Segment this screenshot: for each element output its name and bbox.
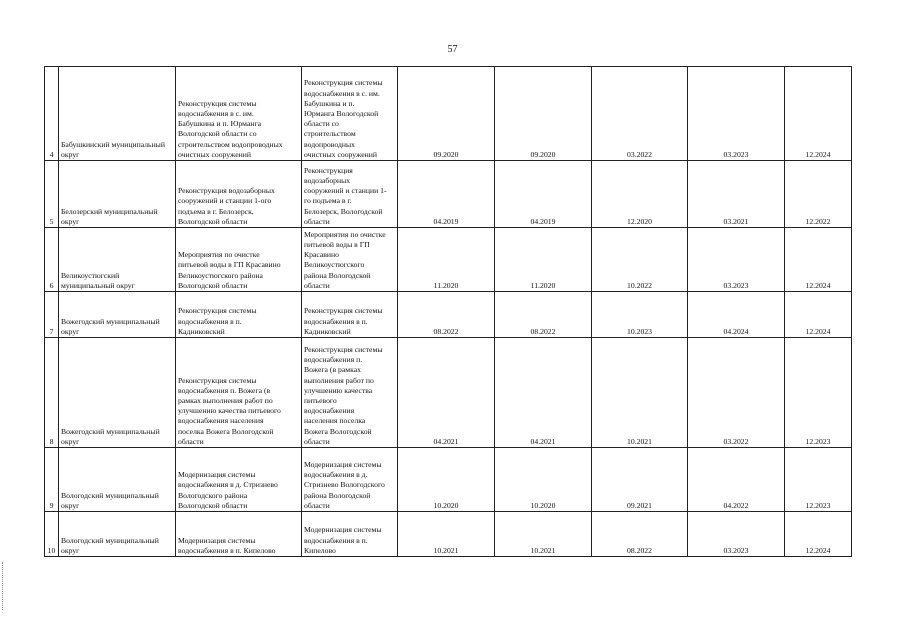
date-cell	[785, 161, 852, 228]
schedule-table	[44, 66, 852, 557]
date-cell-text: 10.2020	[530, 500, 556, 510]
event-cell-text: Модернизация системы водоснабжения в д. Стризнево Вологодского района Вологодской области	[178, 470, 278, 510]
date-cell-text: 03.2023	[723, 545, 749, 555]
event-cell-text: Мероприятия по очистке питьевой воды в ГП Красавино Великоустюгского района Вологодской области	[178, 250, 281, 290]
row-number-cell-text: 7	[49, 326, 54, 336]
row-number-cell-text: 6	[49, 280, 54, 290]
date-cell-text: 10.2021	[627, 436, 652, 446]
date-cell	[785, 448, 852, 512]
date-cell-text: 12.2024	[805, 280, 831, 290]
date-cell-text: 12.2022	[805, 216, 831, 226]
date-cell-text: 11.2020	[530, 280, 556, 290]
date-cell	[592, 228, 688, 292]
object-cell-text: Реконструкция системы водоснабжения в п. Кадниковский	[304, 306, 383, 336]
date-cell-text: 12.2023	[805, 436, 831, 446]
date-cell-text: 09.2021	[627, 500, 652, 510]
table-row	[45, 448, 852, 512]
date-cell	[592, 338, 688, 448]
date-cell-text: 10.2023	[627, 326, 652, 336]
date-cell	[495, 67, 592, 161]
date-cell	[398, 292, 495, 338]
date-cell-text: 09.2020	[433, 149, 459, 159]
date-cell-text: 08.2022	[627, 545, 652, 555]
district-cell	[59, 338, 176, 448]
date-cell	[785, 228, 852, 292]
table-row	[45, 292, 852, 338]
district-cell-text: Вологодский муниципальный округ	[61, 535, 159, 555]
date-cell-text: 10.2021	[433, 545, 459, 555]
row-number-cell-text: 10	[47, 545, 56, 555]
date-cell	[592, 292, 688, 338]
date-cell-text: 08.2022	[433, 326, 459, 336]
date-cell-text: 04.2021	[433, 436, 459, 446]
date-cell	[398, 512, 495, 557]
date-cell	[785, 338, 852, 448]
date-cell	[398, 67, 495, 161]
district-cell	[59, 448, 176, 512]
event-cell-text: Модернизация системы водоснабжения в п. Кипелово	[178, 535, 276, 555]
district-cell-text: Вожегодский муниципальный округ	[61, 316, 160, 336]
object-cell-text: Модернизация системы водоснабжения в д. Стризнево Вологодского района Вологодской области	[304, 459, 385, 510]
object-cell-text: Реконструкция системы водоснабжения п. Вожега (в рамках выполнения работ по улучшению качества питьевого водоснабжения населения поселка Вожега Вологодской области	[304, 344, 383, 446]
object-cell-text: Модернизация системы водоснабжения в п. Кипелово	[304, 525, 382, 555]
date-cell-text: 03.2022	[723, 436, 749, 446]
date-cell-text: 03.2021	[723, 216, 749, 226]
district-cell-text: Бабушкинский муниципальный округ	[61, 139, 165, 159]
table-row	[45, 338, 852, 448]
date-cell	[398, 228, 495, 292]
object-cell	[302, 448, 398, 512]
date-cell	[398, 161, 495, 228]
date-cell-text: 04.2019	[530, 216, 556, 226]
date-cell	[592, 512, 688, 557]
date-cell	[688, 228, 785, 292]
date-cell	[495, 338, 592, 448]
event-cell	[176, 512, 302, 557]
row-number-cell	[45, 512, 59, 557]
row-number-cell	[45, 338, 59, 448]
object-cell	[302, 292, 398, 338]
margin-mark	[2, 562, 6, 610]
district-cell-text: Вологодский муниципальный округ	[61, 490, 159, 510]
date-cell	[592, 161, 688, 228]
object-cell-text: Реконструкция системы водоснабжения в с. им. Бабушкина и п. Юрманга Вологодской области со строительством водопроводных очистных сооружений	[304, 78, 383, 159]
date-cell-text: 03.2022	[627, 149, 652, 159]
event-cell	[176, 67, 302, 161]
row-number-cell-text: 9	[49, 500, 54, 510]
date-cell	[495, 448, 592, 512]
district-cell	[59, 292, 176, 338]
date-cell-text: 11.2020	[433, 280, 459, 290]
district-cell-text: Вожегодский муниципальный округ	[61, 426, 160, 446]
object-cell	[302, 161, 398, 228]
row-number-cell	[45, 292, 59, 338]
event-cell	[176, 292, 302, 338]
object-cell	[302, 228, 398, 292]
table-row	[45, 512, 852, 557]
district-cell	[59, 512, 176, 557]
date-cell	[785, 512, 852, 557]
date-cell-text: 12.2024	[805, 545, 831, 555]
object-cell-text: Мероприятия по очистке питьевой воды в ГП Красавино Великоустюгского района Вологодской области	[304, 229, 386, 290]
date-cell	[688, 67, 785, 161]
date-cell	[688, 161, 785, 228]
row-number-cell-text: 4	[49, 149, 54, 159]
event-cell	[176, 161, 302, 228]
date-cell	[785, 292, 852, 338]
row-number-cell	[45, 161, 59, 228]
date-cell	[398, 338, 495, 448]
date-cell-text: 04.2022	[723, 500, 749, 510]
object-cell	[302, 512, 398, 557]
district-cell	[59, 67, 176, 161]
page-number: 57	[447, 44, 458, 55]
date-cell-text: 03.2023	[723, 280, 749, 290]
date-cell	[592, 67, 688, 161]
date-cell	[688, 338, 785, 448]
date-cell	[688, 448, 785, 512]
district-cell	[59, 228, 176, 292]
event-cell	[176, 338, 302, 448]
row-number-cell	[45, 448, 59, 512]
date-cell	[495, 512, 592, 557]
district-cell-text: Белозерский муниципальный округ	[61, 206, 158, 226]
row-number-cell	[45, 67, 59, 161]
event-cell-text: Реконструкция системы водоснабжения п. Вожега (в рамках выполнения работ по улучшению качества питьевого водоснабжения населения поселка Вожега Вологодской области	[178, 375, 281, 446]
row-number-cell	[45, 228, 59, 292]
date-cell-text: 12.2020	[627, 216, 652, 226]
date-cell-text: 04.2021	[530, 436, 556, 446]
date-cell	[495, 292, 592, 338]
table-row	[45, 161, 852, 228]
date-cell	[495, 228, 592, 292]
event-cell	[176, 448, 302, 512]
date-cell-text: 12.2024	[805, 149, 831, 159]
event-cell-text: Реконструкция системы водоснабжения в п. Кадниковский	[178, 306, 257, 336]
object-cell	[302, 67, 398, 161]
event-cell-text: Реконструкция системы водоснабжения в с. им. Бабушкина и п. Юрманга Вологодской области со строительством водопроводных очистных сооружений	[178, 98, 283, 159]
date-cell-text: 04.2024	[723, 326, 749, 336]
row-number-cell-text: 5	[49, 216, 54, 226]
date-cell-text: 10.2022	[627, 280, 652, 290]
date-cell-text: 04.2019	[433, 216, 459, 226]
date-cell	[398, 448, 495, 512]
row-number-cell-text: 8	[49, 436, 54, 446]
object-cell-text: Реконструкция водозаборных сооружений и станции 1- го подъема в г. Белозерск, Вологодской области	[304, 165, 387, 226]
district-cell-text: Великоустюгский муниципальный округ	[61, 270, 135, 290]
date-cell	[785, 67, 852, 161]
date-cell-text: 03.2023	[723, 149, 749, 159]
event-cell-text: Реконструкция водозаборных сооружений и станции 1-ого подъема в г. Белозерск, Вологодской области	[178, 186, 275, 226]
date-cell	[688, 512, 785, 557]
date-cell-text: 12.2023	[805, 500, 831, 510]
date-cell	[688, 292, 785, 338]
date-cell-text: 10.2020	[433, 500, 459, 510]
date-cell-text: 08.2022	[530, 326, 556, 336]
date-cell	[495, 161, 592, 228]
date-cell-text: 12.2024	[805, 326, 831, 336]
date-cell	[592, 448, 688, 512]
object-cell	[302, 338, 398, 448]
date-cell-text: 09.2020	[530, 149, 556, 159]
district-cell	[59, 161, 176, 228]
event-cell	[176, 228, 302, 292]
table-row	[45, 228, 852, 292]
date-cell-text: 10.2021	[530, 545, 556, 555]
table-row	[45, 67, 852, 161]
